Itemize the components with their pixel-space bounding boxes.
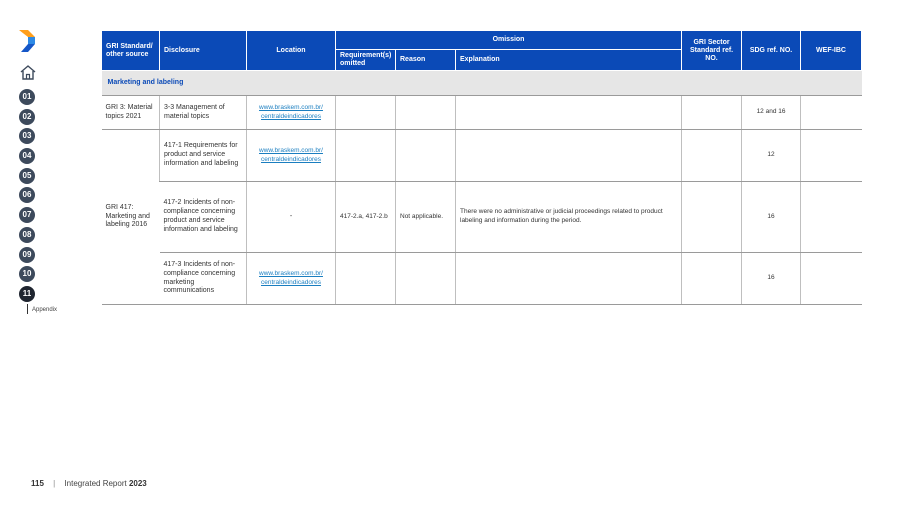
cell-requirements [336,253,396,305]
report-year: 2023 [128,479,147,488]
table-row [102,130,862,182]
cell-sdg: 16 [742,253,801,305]
nav-chapter-11[interactable]: 11 [19,286,35,302]
cell-requirements: 417-2.a, 417-2.b [336,182,396,253]
table-row [102,253,862,305]
cell-explanation: There were no administrative or judicial proceedings related to product labeling and information during the period. [456,182,682,253]
cell-location: - [247,182,336,253]
cell-reason: Not applicable. [396,182,456,253]
cell-requirements [336,130,396,182]
cell-reason [396,253,456,305]
cell-reason [396,130,456,182]
nav-chapter-11-group [19,286,69,313]
report-title: Integrated Report [64,479,127,488]
cell-standard: GRI 417: Marketing and labeling 2016 [102,130,160,305]
header-sdg: SDG ref. NO. [742,31,801,71]
cell-sector [682,96,742,130]
gri-content-table [101,30,862,305]
nav-chapter-01[interactable]: 01 [19,89,35,105]
location-link[interactable]: www.braskem.com.br/ centraldeindicadores [259,103,323,120]
nav-chapter-02[interactable]: 02 [19,109,35,125]
braskem-logo [19,30,39,52]
header-gri-standard: GRI Standard/ other source [102,31,160,71]
cell-location [247,253,336,305]
cell-explanation [456,96,682,130]
location-link[interactable]: www.braskem.com.br/ centraldeindicadores [259,269,323,286]
nav-chapter-10[interactable]: 10 [19,266,35,282]
header-disclosure: Disclosure [160,31,247,71]
cell-sdg: 12 and 16 [742,96,801,130]
cell-location [247,130,336,182]
nav-chapter-03[interactable]: 03 [19,128,35,144]
nav-chapter-07[interactable]: 07 [19,207,35,223]
cell-wef [801,96,862,130]
cell-explanation [456,253,682,305]
cell-disclosure: 417-3 Incidents of non-compliance concerning marketing communications [160,253,247,305]
header-reason: Reason [396,50,456,71]
cell-requirements [336,96,396,130]
header-wef-ibc: WEF-IBC [801,31,862,71]
header-location: Location [247,31,336,71]
cell-disclosure: 3-3 Management of material topics [160,96,247,130]
appendix-label: Appendix [32,306,58,313]
cell-sector [682,253,742,305]
section-row [102,71,862,96]
header-gri-sector: GRI Sector Standard ref. NO. [682,31,742,71]
cell-standard: GRI 3: Material topics 2021 [102,96,160,130]
cell-disclosure: 417-1 Requirements for product and service information and labeling [160,130,247,182]
appendix-divider [27,304,28,314]
cell-sdg: 16 [742,182,801,253]
cell-explanation [456,130,682,182]
cell-sector [682,130,742,182]
location-link[interactable]: www.braskem.com.br/ centraldeindicadores [259,146,323,163]
cell-reason [396,96,456,130]
header-explanation: Explanation [456,50,682,71]
nav-chapter-06[interactable]: 06 [19,187,35,203]
nav-chapter-05[interactable]: 05 [19,168,35,184]
chapter-nav [19,89,69,313]
section-title: Marketing and labeling [102,71,862,96]
nav-chapter-04[interactable]: 04 [19,148,35,164]
cell-location [247,96,336,130]
header-omission: Omission [336,31,682,50]
cell-disclosure: 417-2 Incidents of non-compliance concerning product and service information and labeling [160,182,247,253]
cell-wef [801,130,862,182]
cell-wef [801,182,862,253]
home-icon[interactable] [19,64,37,81]
page-number: 115 [31,479,44,488]
footer-separator: | [53,479,56,488]
table-row [102,96,862,130]
header-requirements-omitted: Requirement(s) omitted [336,50,396,71]
table-row [102,182,862,253]
cell-wef [801,253,862,305]
page-footer [31,479,147,488]
nav-chapter-08[interactable]: 08 [19,227,35,243]
nav-chapter-09[interactable]: 09 [19,247,35,263]
cell-sector [682,182,742,253]
cell-sdg: 12 [742,130,801,182]
